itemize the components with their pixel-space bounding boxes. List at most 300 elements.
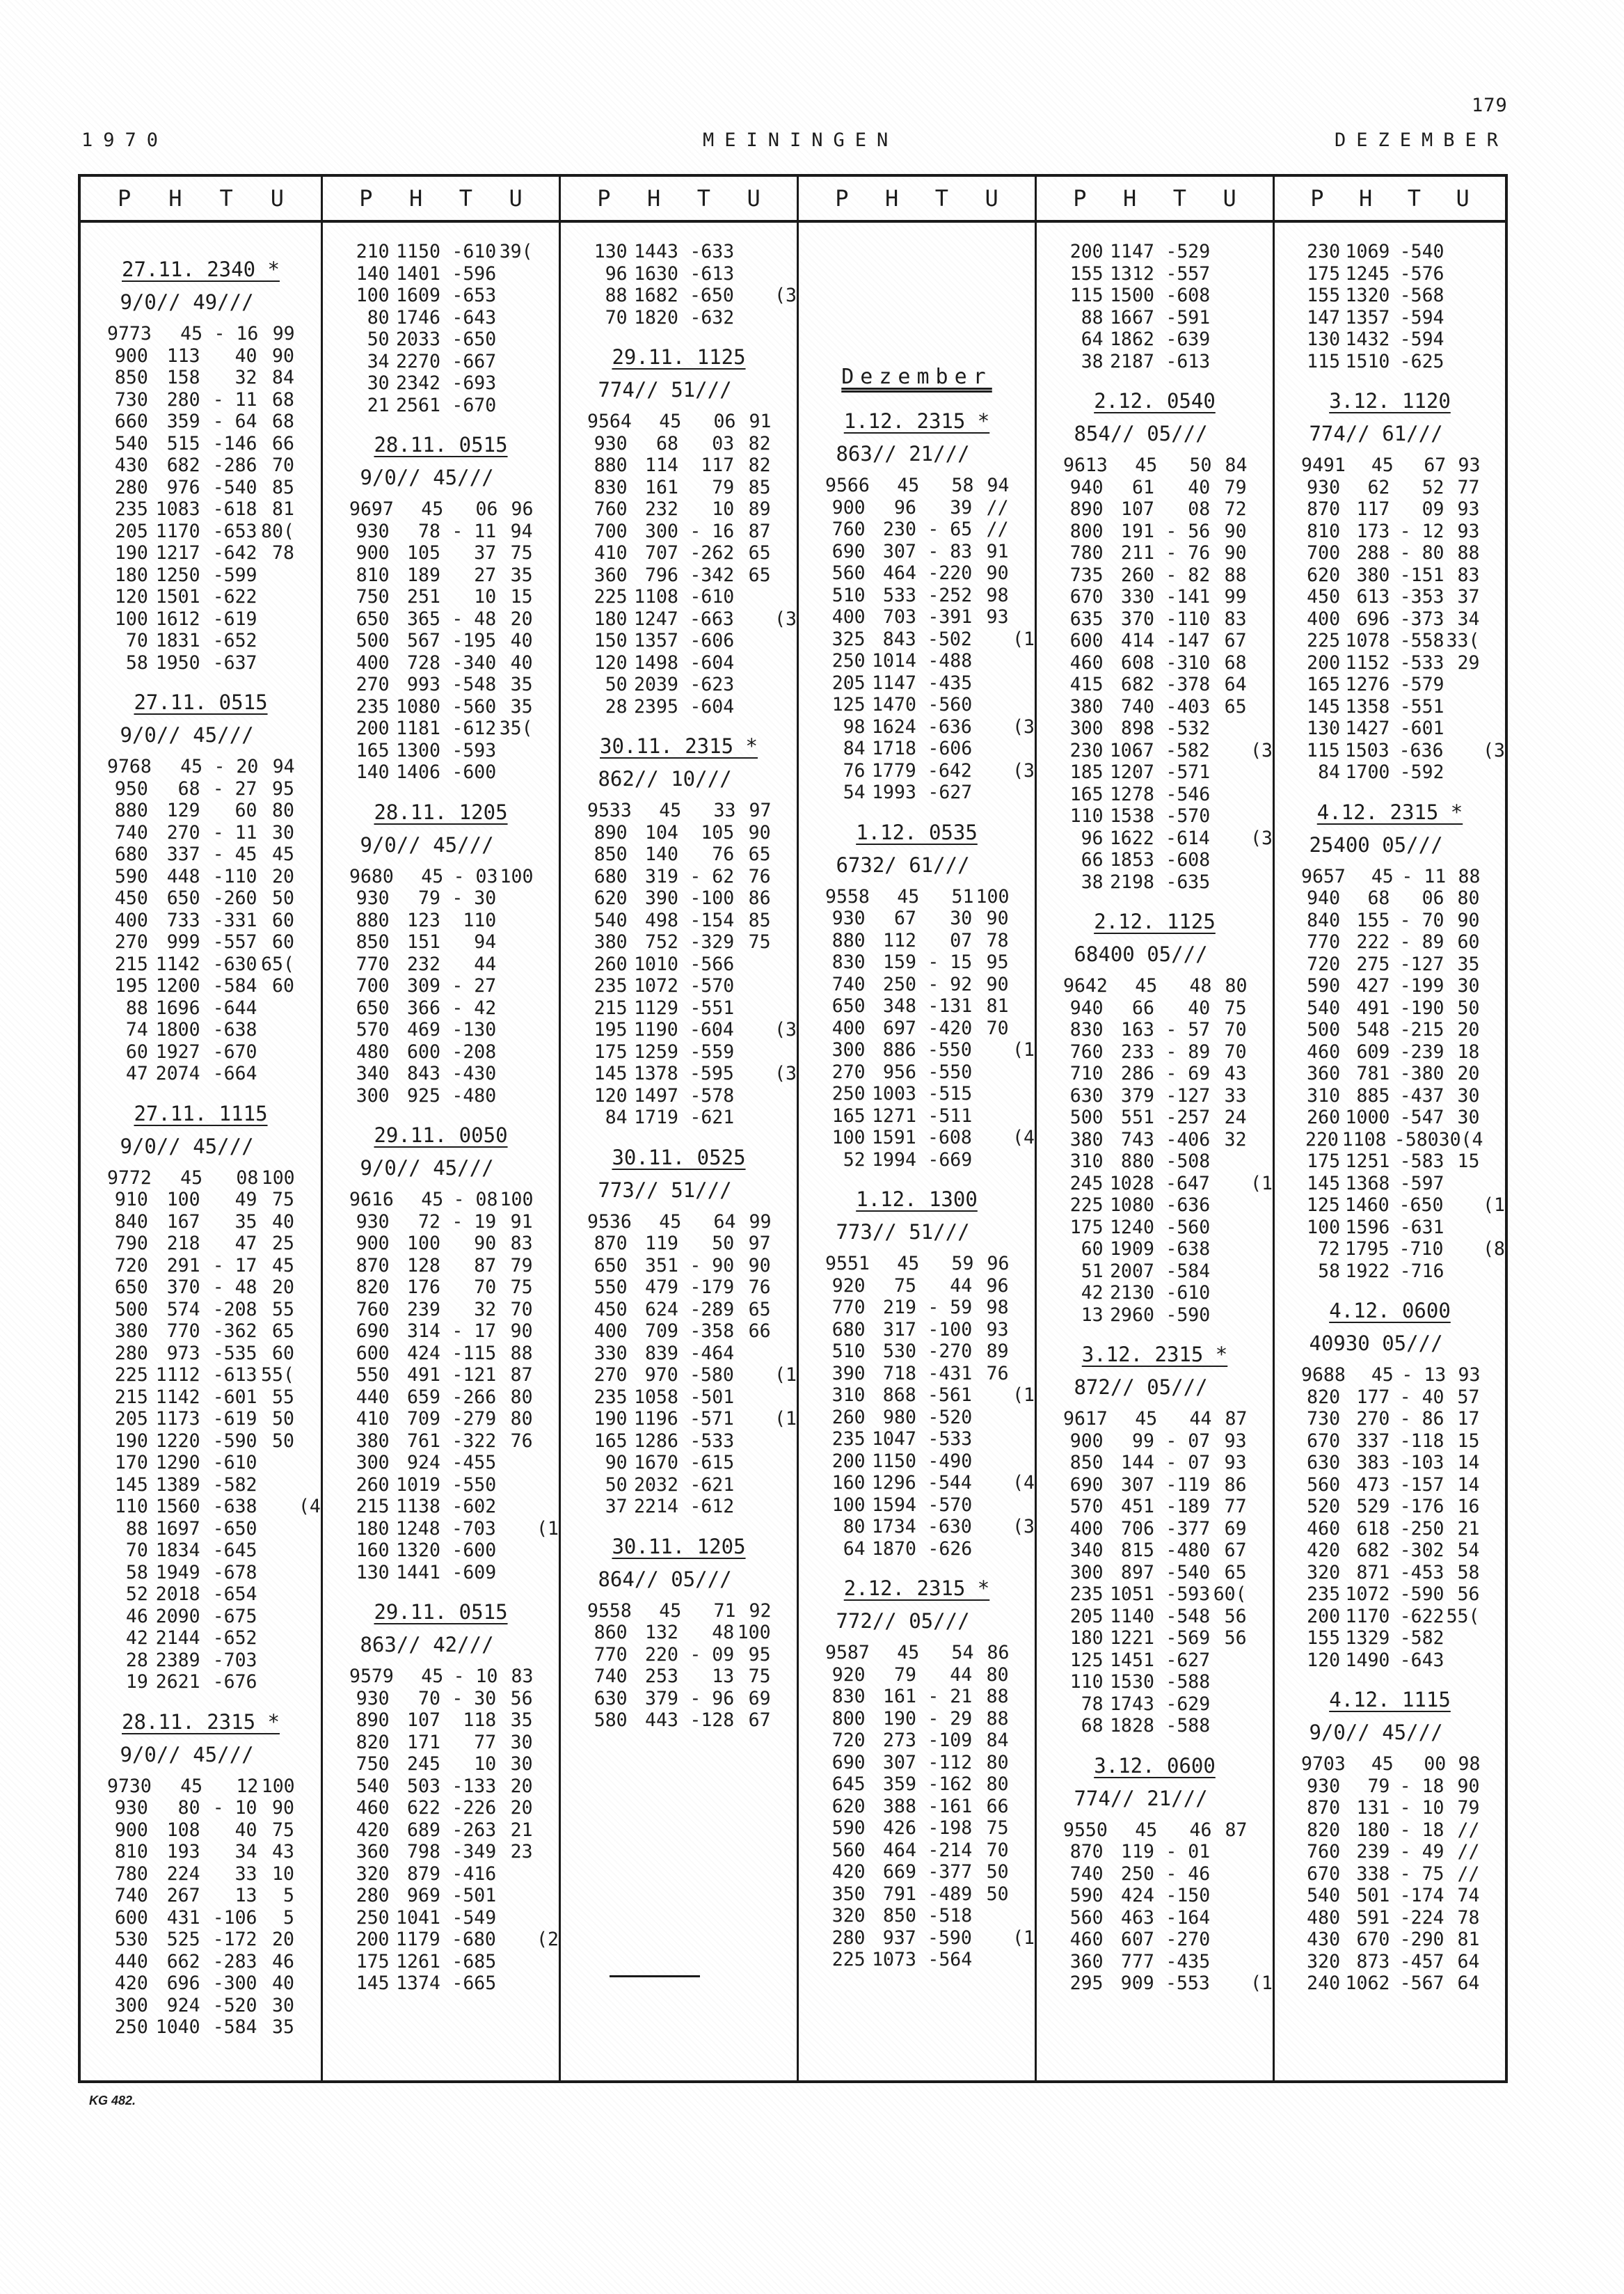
table-row: [1275, 1518, 1505, 1540]
table-cell: 78: [1457, 1906, 1480, 1929]
table-row: [1275, 498, 1505, 521]
table-cell: 88: [986, 1707, 1009, 1730]
table-cell: 460: [1069, 1929, 1104, 1950]
table-cell: 450: [114, 887, 148, 909]
table-row: [799, 782, 1035, 804]
table-row: [81, 411, 321, 433]
table-row: [1275, 1606, 1505, 1628]
table-cell: [734, 608, 770, 631]
table-cell: [1009, 1407, 1035, 1429]
table-row: [323, 887, 559, 910]
table-row: [561, 1255, 797, 1277]
table-cell: 45: [1371, 1753, 1394, 1775]
table-row: [1037, 652, 1273, 674]
table-row: [81, 2016, 321, 2039]
table-cell: 59: [951, 1253, 974, 1274]
table-cell: 761: [407, 1430, 440, 1452]
table-row: [323, 740, 559, 762]
table-row: [81, 630, 321, 652]
sounding-block: [1275, 1686, 1505, 1995]
table-cell: 56: [1224, 1627, 1247, 1649]
table-cell: [294, 1320, 321, 1343]
table-cell: -560: [928, 694, 973, 715]
table-cell: -613: [1165, 350, 1211, 372]
table-row: [1275, 1885, 1505, 1907]
table-row: [1275, 307, 1505, 329]
table-cell: 650: [166, 887, 200, 909]
table-row: [81, 997, 321, 1020]
table-cell: 950: [114, 777, 148, 800]
table-cell: 35: [510, 674, 533, 695]
table-row: [1275, 1627, 1505, 1650]
table-cell: -630: [212, 953, 257, 975]
table-cell: 1190: [633, 1019, 678, 1041]
table-cell: 540: [1307, 1885, 1341, 1906]
table-cell: [1210, 805, 1246, 828]
table-cell: - 12: [1399, 520, 1444, 542]
sounding-block: [323, 1599, 559, 1995]
column-header: [1037, 177, 1273, 223]
column-header: [81, 177, 321, 223]
table-cell: 760: [1307, 1841, 1341, 1862]
table-cell: 28: [125, 1649, 148, 1671]
table-cell: 930: [356, 887, 390, 909]
table-cell: [1444, 285, 1480, 307]
table-cell: 222: [1356, 931, 1390, 953]
table-cell: -502: [927, 628, 972, 650]
table-row: [1037, 1715, 1273, 1737]
table-row: [799, 974, 1035, 996]
table-row: [799, 1905, 1035, 1927]
table-column: [561, 177, 799, 2080]
table-cell: -638: [1165, 1238, 1211, 1260]
table-cell: [1210, 285, 1246, 307]
table-row: [81, 1907, 321, 1929]
table-row: [81, 1951, 321, 1973]
table-cell: [1247, 1929, 1273, 1951]
table-cell: -220: [928, 562, 973, 584]
table-cell: 359: [883, 1773, 916, 1795]
table-cell: -549: [452, 1906, 497, 1929]
table-cell: -435: [1165, 1950, 1211, 1972]
table-row: [323, 1732, 559, 1754]
table-row: [1037, 674, 1273, 696]
table-cell: [972, 1538, 1008, 1560]
table-cell: 2960: [1110, 1304, 1154, 1326]
table-row: [81, 1885, 321, 1907]
table-cell: 448: [166, 865, 200, 887]
table-cell: -623: [690, 674, 735, 695]
table-cell: [496, 1972, 532, 1995]
table-cell: 383: [1356, 1452, 1390, 1473]
table-cell: -128: [690, 1709, 735, 1731]
table-cell: -198: [928, 1817, 973, 1839]
table-cell: 925: [407, 1084, 440, 1107]
table-cell: 1820: [634, 306, 678, 329]
table-cell: 17: [1457, 1408, 1480, 1430]
table-cell: 144: [1121, 1452, 1154, 1473]
table-cell: 730: [114, 388, 148, 411]
table-row: [561, 285, 797, 307]
table-cell: 700: [594, 520, 628, 542]
table-cell: 50: [272, 1408, 294, 1430]
table-cell: 1834: [155, 1540, 200, 1561]
table-cell: 151: [407, 931, 440, 953]
table-cell: - 46: [1165, 1862, 1211, 1885]
table-cell: [257, 630, 294, 652]
table-cell: 96: [511, 498, 534, 520]
table-cell: 45: [180, 1775, 203, 1797]
table-cell: 590: [831, 1817, 866, 1839]
table-cell: 670: [1307, 1430, 1341, 1452]
table-row: [799, 1664, 1035, 1686]
table-cell: 330: [594, 1342, 628, 1364]
table-cell: 810: [356, 564, 390, 586]
table-cell: 84: [605, 1107, 628, 1128]
table-cell: 650: [356, 608, 390, 630]
table-cell: [496, 372, 532, 395]
table-cell: 351: [645, 1254, 678, 1276]
table-cell: 1828: [1110, 1715, 1154, 1737]
table-cell: 548: [1356, 1019, 1390, 1041]
table-cell: 1498: [634, 651, 678, 674]
table-cell: 45: [1135, 975, 1158, 997]
table-cell: - 15: [928, 951, 973, 973]
table-cell: 976: [166, 476, 200, 498]
table-cell: 06: [475, 498, 498, 520]
table-cell: 195: [594, 1019, 628, 1041]
table-row: [323, 1211, 559, 1233]
table-cell: 270: [166, 821, 200, 844]
table-cell: 130: [594, 241, 628, 262]
table-row: [323, 1540, 559, 1562]
table-cell: 510: [831, 584, 866, 606]
table-cell: [1479, 1819, 1505, 1842]
table-cell: 107: [1121, 498, 1154, 520]
table-cell: 68: [177, 777, 200, 800]
table-cell: 770: [1307, 931, 1341, 953]
table-cell: -540: [1165, 1561, 1211, 1583]
table-row: [799, 1472, 1035, 1494]
table-cell: [533, 586, 559, 608]
table-row: [81, 1995, 321, 2017]
table-cell: 81: [272, 498, 294, 520]
sounding-code: 854// 05///: [1074, 422, 1208, 445]
table-cell: [533, 329, 559, 351]
table-row: [561, 1320, 797, 1343]
table-cell: 871: [1356, 1561, 1390, 1583]
table-cell: [1479, 1540, 1505, 1562]
table-cell: [1247, 1238, 1273, 1260]
table-cell: [257, 1650, 294, 1672]
table-cell: 460: [1069, 651, 1104, 674]
table-cell: 235: [356, 695, 390, 718]
table-cell: 1389: [155, 1473, 200, 1496]
table-cell: 533: [883, 584, 916, 606]
table-row: [81, 1386, 321, 1409]
end-rule: [610, 1975, 700, 1977]
table-cell: - 62: [690, 865, 735, 887]
table-row: [81, 1408, 321, 1430]
table-cell: - 82: [1165, 564, 1211, 586]
table-row: [323, 1518, 559, 1540]
table-row: [799, 585, 1035, 607]
table-cell: 83: [1224, 608, 1247, 630]
table-row: [1275, 1650, 1505, 1672]
table-cell: 1003: [872, 1083, 916, 1105]
table-cell: 760: [356, 1298, 390, 1320]
table-cell: [1479, 718, 1505, 740]
table-row: [81, 608, 321, 631]
table-cell: 40: [272, 1210, 294, 1233]
table-cell: -647: [1165, 1172, 1210, 1194]
sounding-title: [1037, 1341, 1273, 1368]
table-cell: -260: [212, 887, 257, 909]
table-cell: 45: [421, 1666, 444, 1687]
table-cell: -283: [212, 1950, 257, 1972]
table-cell: - 27: [452, 975, 497, 997]
table-cell: 839: [645, 1342, 678, 1364]
table-cell: [972, 1516, 1008, 1538]
column-label: P: [1073, 185, 1087, 212]
table-cell: -548: [452, 674, 497, 695]
table-cell: [533, 1386, 559, 1409]
table-row: [1037, 1129, 1273, 1151]
table-row: [561, 1299, 797, 1321]
table-cell: 47: [234, 1233, 257, 1254]
table-cell: [496, 954, 532, 976]
table-cell: [1210, 1951, 1246, 1973]
table-cell: 9550: [1063, 1819, 1108, 1841]
table-cell: [294, 433, 321, 455]
table-row: [1037, 1841, 1273, 1863]
table-cell: 112: [883, 929, 916, 951]
table-cell: [1009, 1363, 1035, 1385]
table-cell: 500: [1307, 1019, 1341, 1041]
table-row: [799, 951, 1035, 974]
table-cell: 843: [882, 628, 916, 650]
table-cell: 108: [166, 1819, 200, 1841]
table-cell: - 17: [452, 1320, 497, 1342]
table-cell: 90: [605, 1452, 628, 1473]
table-cell: (4: [1012, 1127, 1035, 1148]
table-cell: 650: [356, 997, 390, 1019]
table-cell: 93: [1224, 1452, 1247, 1473]
table-cell: 132: [645, 1622, 678, 1643]
table-cell: 1072: [634, 975, 678, 997]
table-cell: 71: [713, 1599, 736, 1622]
table-row: [323, 1885, 559, 1907]
table-cell: -437: [1399, 1084, 1444, 1107]
table-row: [799, 519, 1035, 541]
table-cell: 1443: [634, 241, 678, 262]
table-cell: 800: [1069, 520, 1104, 542]
table-row: [81, 887, 321, 910]
table-row: [1037, 454, 1273, 477]
page-number: 179: [1472, 95, 1508, 116]
table-cell: 119: [645, 1233, 678, 1254]
table-cell: 190: [114, 542, 148, 564]
table-cell: [1210, 1863, 1246, 1885]
table-cell: 1320: [396, 1540, 440, 1561]
sounding-title: [799, 1186, 1035, 1212]
table-row: [81, 1019, 321, 1041]
table-cell: 1560: [155, 1496, 200, 1517]
table-cell: [771, 696, 797, 718]
table-row: [1275, 1217, 1505, 1239]
table-cell: [771, 1452, 797, 1474]
table-cell: 720: [831, 1730, 866, 1751]
table-cell: -100: [928, 1318, 973, 1340]
table-cell: [734, 1452, 770, 1474]
table-cell: -627: [1165, 1649, 1211, 1671]
table-cell: 300: [356, 1452, 390, 1473]
table-cell: 239: [407, 1298, 440, 1320]
table-cell: [771, 1474, 797, 1496]
table-cell: [1479, 1562, 1505, 1584]
table-cell: [1210, 1194, 1246, 1217]
table-cell: 46: [272, 1950, 294, 1972]
sounding-title-text: 4.12. 1115: [1329, 1688, 1451, 1711]
table-cell: 460: [356, 1797, 390, 1819]
table-cell: 348: [883, 995, 916, 1017]
table-cell: [294, 1863, 321, 1885]
table-cell: 10: [474, 586, 497, 608]
table-cell: 150: [594, 630, 628, 651]
table-cell: 29: [1457, 651, 1480, 674]
table-cell: -676: [212, 1671, 257, 1693]
sounding-title: [323, 1122, 559, 1148]
table-cell: 400: [356, 651, 390, 674]
table-cell: [1247, 521, 1273, 543]
table-cell: 70: [986, 1017, 1009, 1039]
table-cell: 1010: [634, 953, 678, 975]
table-cell: 380: [114, 1320, 148, 1342]
table-cell: 113: [166, 345, 200, 367]
table-cell: 45: [659, 1210, 682, 1233]
table-cell: [533, 395, 559, 417]
table-cell: 607: [1121, 1929, 1154, 1950]
table-cell: -664: [212, 1063, 257, 1084]
table-cell: 30: [272, 821, 294, 844]
table-cell: - 07: [1165, 1452, 1211, 1473]
table-cell: 253: [645, 1666, 678, 1687]
table-cell: 270: [831, 1061, 866, 1083]
table-cell: [1479, 285, 1505, 307]
table-cell: -270: [928, 1340, 973, 1362]
table-cell: 158: [166, 367, 200, 388]
column-label: U: [270, 185, 284, 212]
table-cell: 86: [748, 887, 771, 909]
table-cell: 251: [407, 586, 440, 608]
table-cell: 45: [180, 1166, 203, 1189]
table-cell: 205: [114, 520, 148, 542]
table-cell: 69: [748, 1687, 771, 1709]
table-cell: -250: [1399, 1517, 1444, 1540]
table-cell: (1: [774, 1364, 797, 1386]
table-cell: [1247, 1863, 1273, 1885]
sounding-block: [1037, 908, 1273, 1326]
table-row: [561, 696, 797, 718]
table-cell: 88: [1224, 564, 1247, 586]
table-cell: [734, 1019, 770, 1041]
table-cell: 70: [605, 306, 628, 329]
table-cell: [257, 1583, 294, 1606]
table-cell: [1247, 241, 1273, 263]
table-row: [1275, 975, 1505, 997]
sounding-title-text: 2.12. 0540: [1094, 389, 1216, 413]
table-row: [561, 307, 797, 329]
table-cell: -380: [1399, 1063, 1444, 1084]
sounding-code: 872// 05///: [1074, 1375, 1208, 1399]
table-cell: 119: [1121, 1841, 1154, 1862]
table-cell: [1210, 828, 1246, 850]
table-cell: 1696: [155, 997, 200, 1019]
table-cell: [1444, 674, 1480, 696]
table-cell: [972, 1905, 1008, 1927]
table-cell: 51: [1081, 1260, 1104, 1282]
table-cell: -488: [928, 650, 973, 672]
table-cell: -161: [928, 1795, 973, 1817]
table-cell: [1247, 1885, 1273, 1907]
table-cell: [734, 1063, 770, 1085]
table-cell: - 56: [1165, 520, 1211, 542]
table-cell: 180: [114, 564, 148, 586]
table-cell: 300: [831, 1039, 866, 1061]
table-cell: [1480, 1364, 1505, 1386]
column-label: H: [1358, 185, 1373, 212]
table-cell: (3: [1012, 759, 1035, 782]
table-cell: 58: [951, 475, 974, 496]
table-cell: 64: [1457, 1950, 1480, 1972]
table-cell: [1009, 1494, 1035, 1517]
table-cell: 65: [1224, 695, 1247, 718]
table-row: [561, 477, 797, 499]
table-cell: 560: [1069, 1906, 1104, 1929]
table-cell: 215: [114, 953, 148, 975]
table-row: [1275, 1972, 1505, 1995]
table-row: [561, 866, 797, 888]
table-cell: -669: [928, 1148, 973, 1171]
table-row: [561, 997, 797, 1020]
table-row: [323, 1364, 559, 1386]
table-cell: 9558: [825, 885, 870, 908]
table-cell: 98: [843, 715, 866, 738]
table-cell: 9533: [587, 800, 632, 821]
table-cell: - 21: [928, 1686, 973, 1707]
table-cell: 250: [883, 973, 916, 995]
table-cell: [533, 1276, 559, 1299]
table-cell: 1700: [1345, 761, 1390, 783]
table-cell: 645: [831, 1773, 866, 1795]
table-cell: 1108: [634, 586, 678, 608]
table-cell: 21: [367, 394, 390, 416]
table-row: [561, 263, 797, 285]
table-cell: [972, 782, 1008, 804]
table-row: [561, 1474, 797, 1496]
table-row: [1037, 1430, 1273, 1453]
table-cell: 5: [282, 1906, 294, 1929]
table-cell: 79: [1367, 1775, 1390, 1797]
table-cell: - 18: [1399, 1775, 1444, 1797]
table-row: [1037, 608, 1273, 631]
table-cell: - 18: [1399, 1819, 1444, 1841]
table-row: [323, 975, 559, 997]
table-row: [799, 694, 1035, 716]
table-cell: - 09: [690, 1643, 735, 1666]
table-cell: 1051: [1110, 1583, 1154, 1605]
table-cell: [1247, 1304, 1273, 1327]
